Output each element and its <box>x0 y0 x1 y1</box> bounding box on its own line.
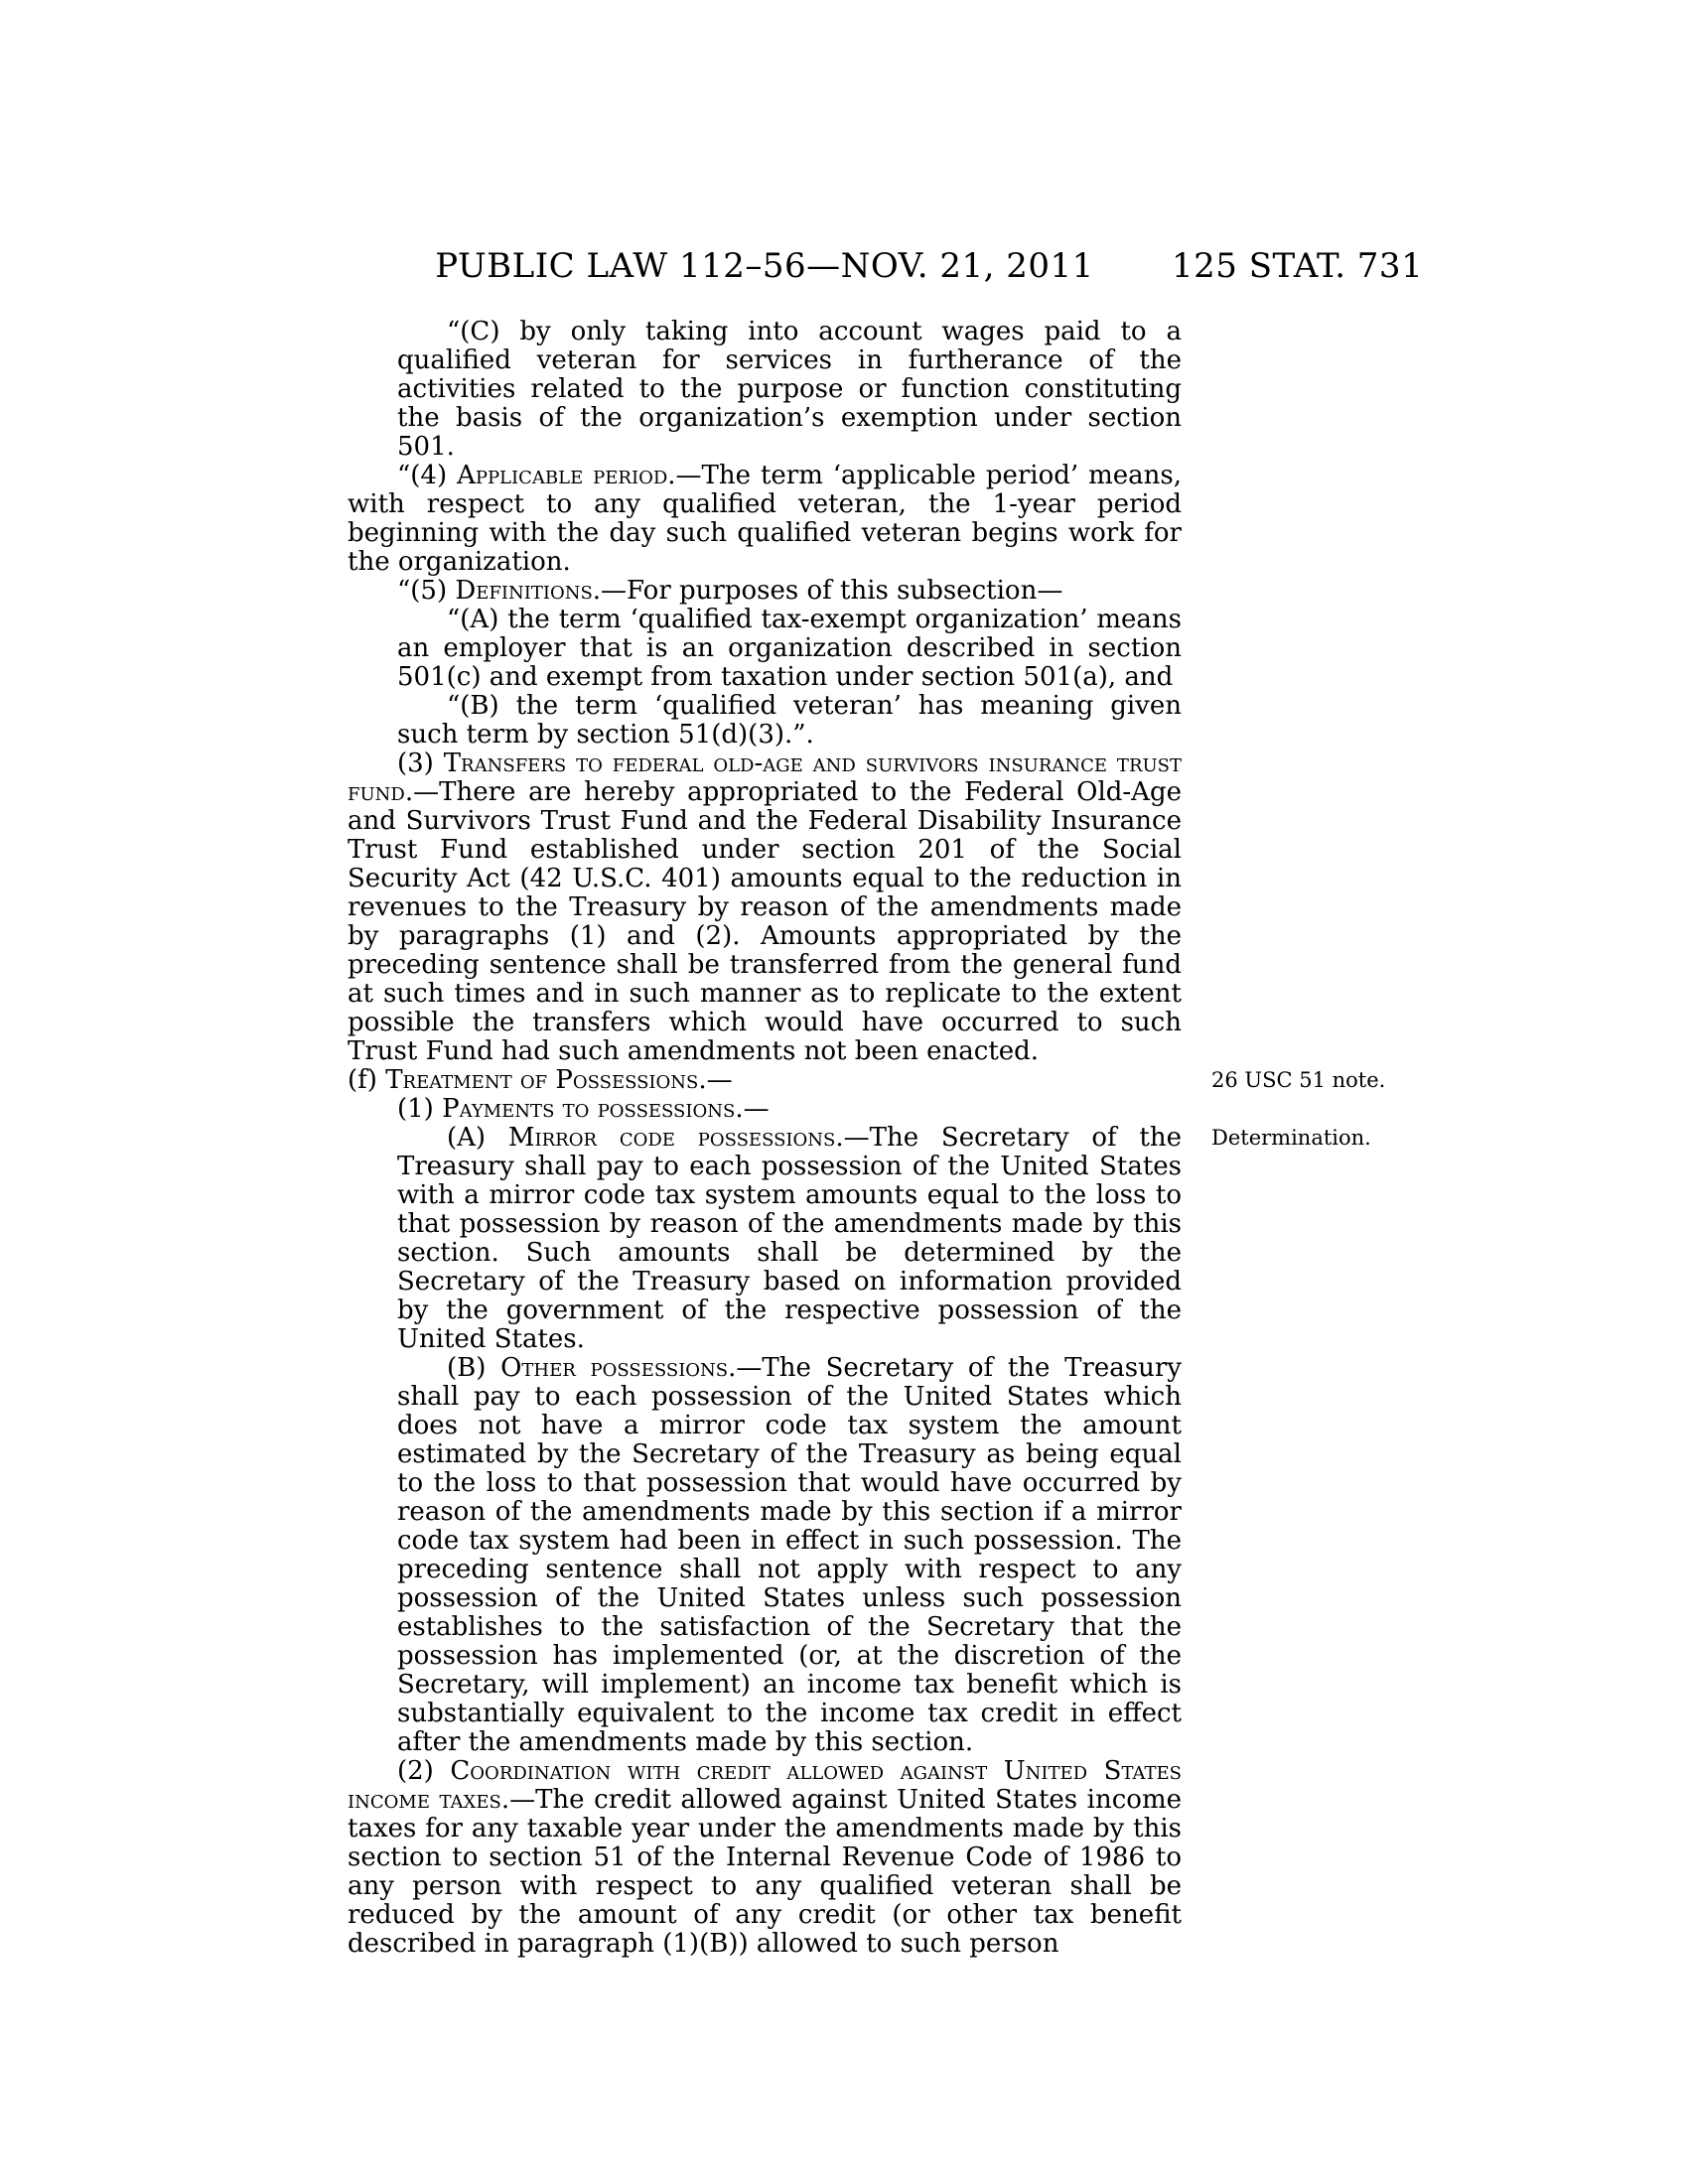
small-caps-heading-run: Other possessions <box>500 1353 729 1383</box>
text-run: .—There are hereby appropriated to the Federal Old-Age and Survivors Trust Fund and the Federal Disability Insurance Trust Fund established under section 201 of the Social Security Act (42 U.S.C. 401) amounts equal to the reduction in revenues to the Treasury by reason of the amendments made by paragraphs (1) and (2). Amounts appropriated by the preceding sentence shall be transferred from the general fund at such times and in such manner as to replicate to the extent possible the transfers which would have occurred to such Trust Fund had such amendments not been enacted. <box>348 777 1182 1066</box>
statute-paragraph <box>348 1095 1182 1124</box>
text-run: .— <box>698 1065 733 1095</box>
law-title: PUBLIC LAW 112–56—NOV. 21, 2011 <box>435 246 1094 286</box>
small-caps-heading-run: Treatment of Possessions <box>385 1065 699 1095</box>
statute-paragraph <box>397 1354 1182 1757</box>
small-caps-heading-run: Mirror code possessions <box>507 1123 836 1153</box>
text-run: “(C) by only taking into account wages paid to a qualified veteran for services in furtherance of the activities related to the purpose or function constituting the basis of the organization’s exemption under section 501. <box>397 317 1182 462</box>
small-caps-heading-run: Transfers to federal old-age and survivors insurance trust fund <box>348 749 1182 807</box>
statute-paragraph <box>348 577 1182 606</box>
text-run: (f) <box>348 1065 386 1095</box>
small-caps-heading-run: Definitions <box>455 576 593 606</box>
text-run: (2) <box>397 1756 451 1786</box>
text-run: .—The Secretary of the Treasury shall pay to each possession of the United States which does not have a mirror code tax system the amount estimated by the Secretary of the Treasury as being equal to the loss to that possession that would have occurred by reason of the amendments made by this section if a mirror code tax system had been in effect in such possession. The preceding sentence shall not apply with respect to any possession of the United States unless such possession establishes to the satisfaction of the Secretary that the possession has implemented (or, at the discretion of the Secretary, will implement) an income tax benefit which is substantially equivalent to the income tax credit in effect after the amendments made by this section. <box>397 1353 1182 1757</box>
text-run: “(4) <box>397 461 458 490</box>
small-caps-heading-run: Payments to possessions <box>442 1094 736 1124</box>
text-run: (1) <box>397 1094 443 1124</box>
statute-body <box>348 317 1386 1959</box>
statute-paragraph <box>397 692 1182 750</box>
statute-paragraph <box>397 606 1182 692</box>
statute-paragraph <box>397 318 1182 462</box>
small-caps-heading-run: Applicable period <box>457 461 668 490</box>
text-run: .—The term ‘applicable period’ means, with respect to any qualified veteran, the 1-year period beginning with the day such qualified veteran begins work for the organization. <box>348 461 1182 577</box>
text-run: “(A) the term ‘qualified tax-exempt organization’ means an employer that is an organization described in section 501(c) and exempt from taxation under section 501(a), and <box>397 605 1182 692</box>
text-run: .—The credit allowed against United States income taxes for any taxable year under the amendments made by this section to section 51 of the Internal Revenue Code of 1986 to any person with respect to any qualified veteran shall be reduced by the amount of any credit (or other tax benefit described in paragraph (1)(B)) allowed to such person <box>348 1785 1182 1959</box>
text-run: (B) <box>447 1353 501 1383</box>
text-run: (A) <box>447 1123 508 1153</box>
statute-paragraph <box>348 1065 1386 1095</box>
stat-page-number: 125 STAT. 731 <box>1172 246 1424 286</box>
page-header <box>348 248 1182 288</box>
margin-note: Determination. <box>1211 1126 1371 1150</box>
text-run: .— <box>735 1094 770 1124</box>
text-run: “(B) the term ‘qualified veteran’ has meaning given such term by section 51(d)(3).”. <box>397 691 1182 750</box>
small-caps-heading-run: Coordination with credit allowed against United States income taxes <box>348 1756 1183 1815</box>
text-run: (3) <box>397 749 444 778</box>
text-run: “(5) <box>397 576 456 606</box>
statute-paragraph <box>348 750 1182 1066</box>
text-run: .—The Secretary of the Treasury shall pay to each possession of the United States with a mirror code tax system amounts equal to the loss to that possession by reason of the amendments made by this section. Such amounts shall be determined by the Secretary of the Treasury based on information provided by the government of the respective possession of the United States. <box>397 1123 1183 1354</box>
text-run: .—For purposes of this subsection— <box>592 576 1063 606</box>
statute-paragraph <box>397 1123 1371 1354</box>
margin-note: 26 USC 51 note. <box>1211 1068 1386 1092</box>
statute-paragraph <box>348 1757 1182 1959</box>
statute-paragraph <box>348 462 1182 577</box>
